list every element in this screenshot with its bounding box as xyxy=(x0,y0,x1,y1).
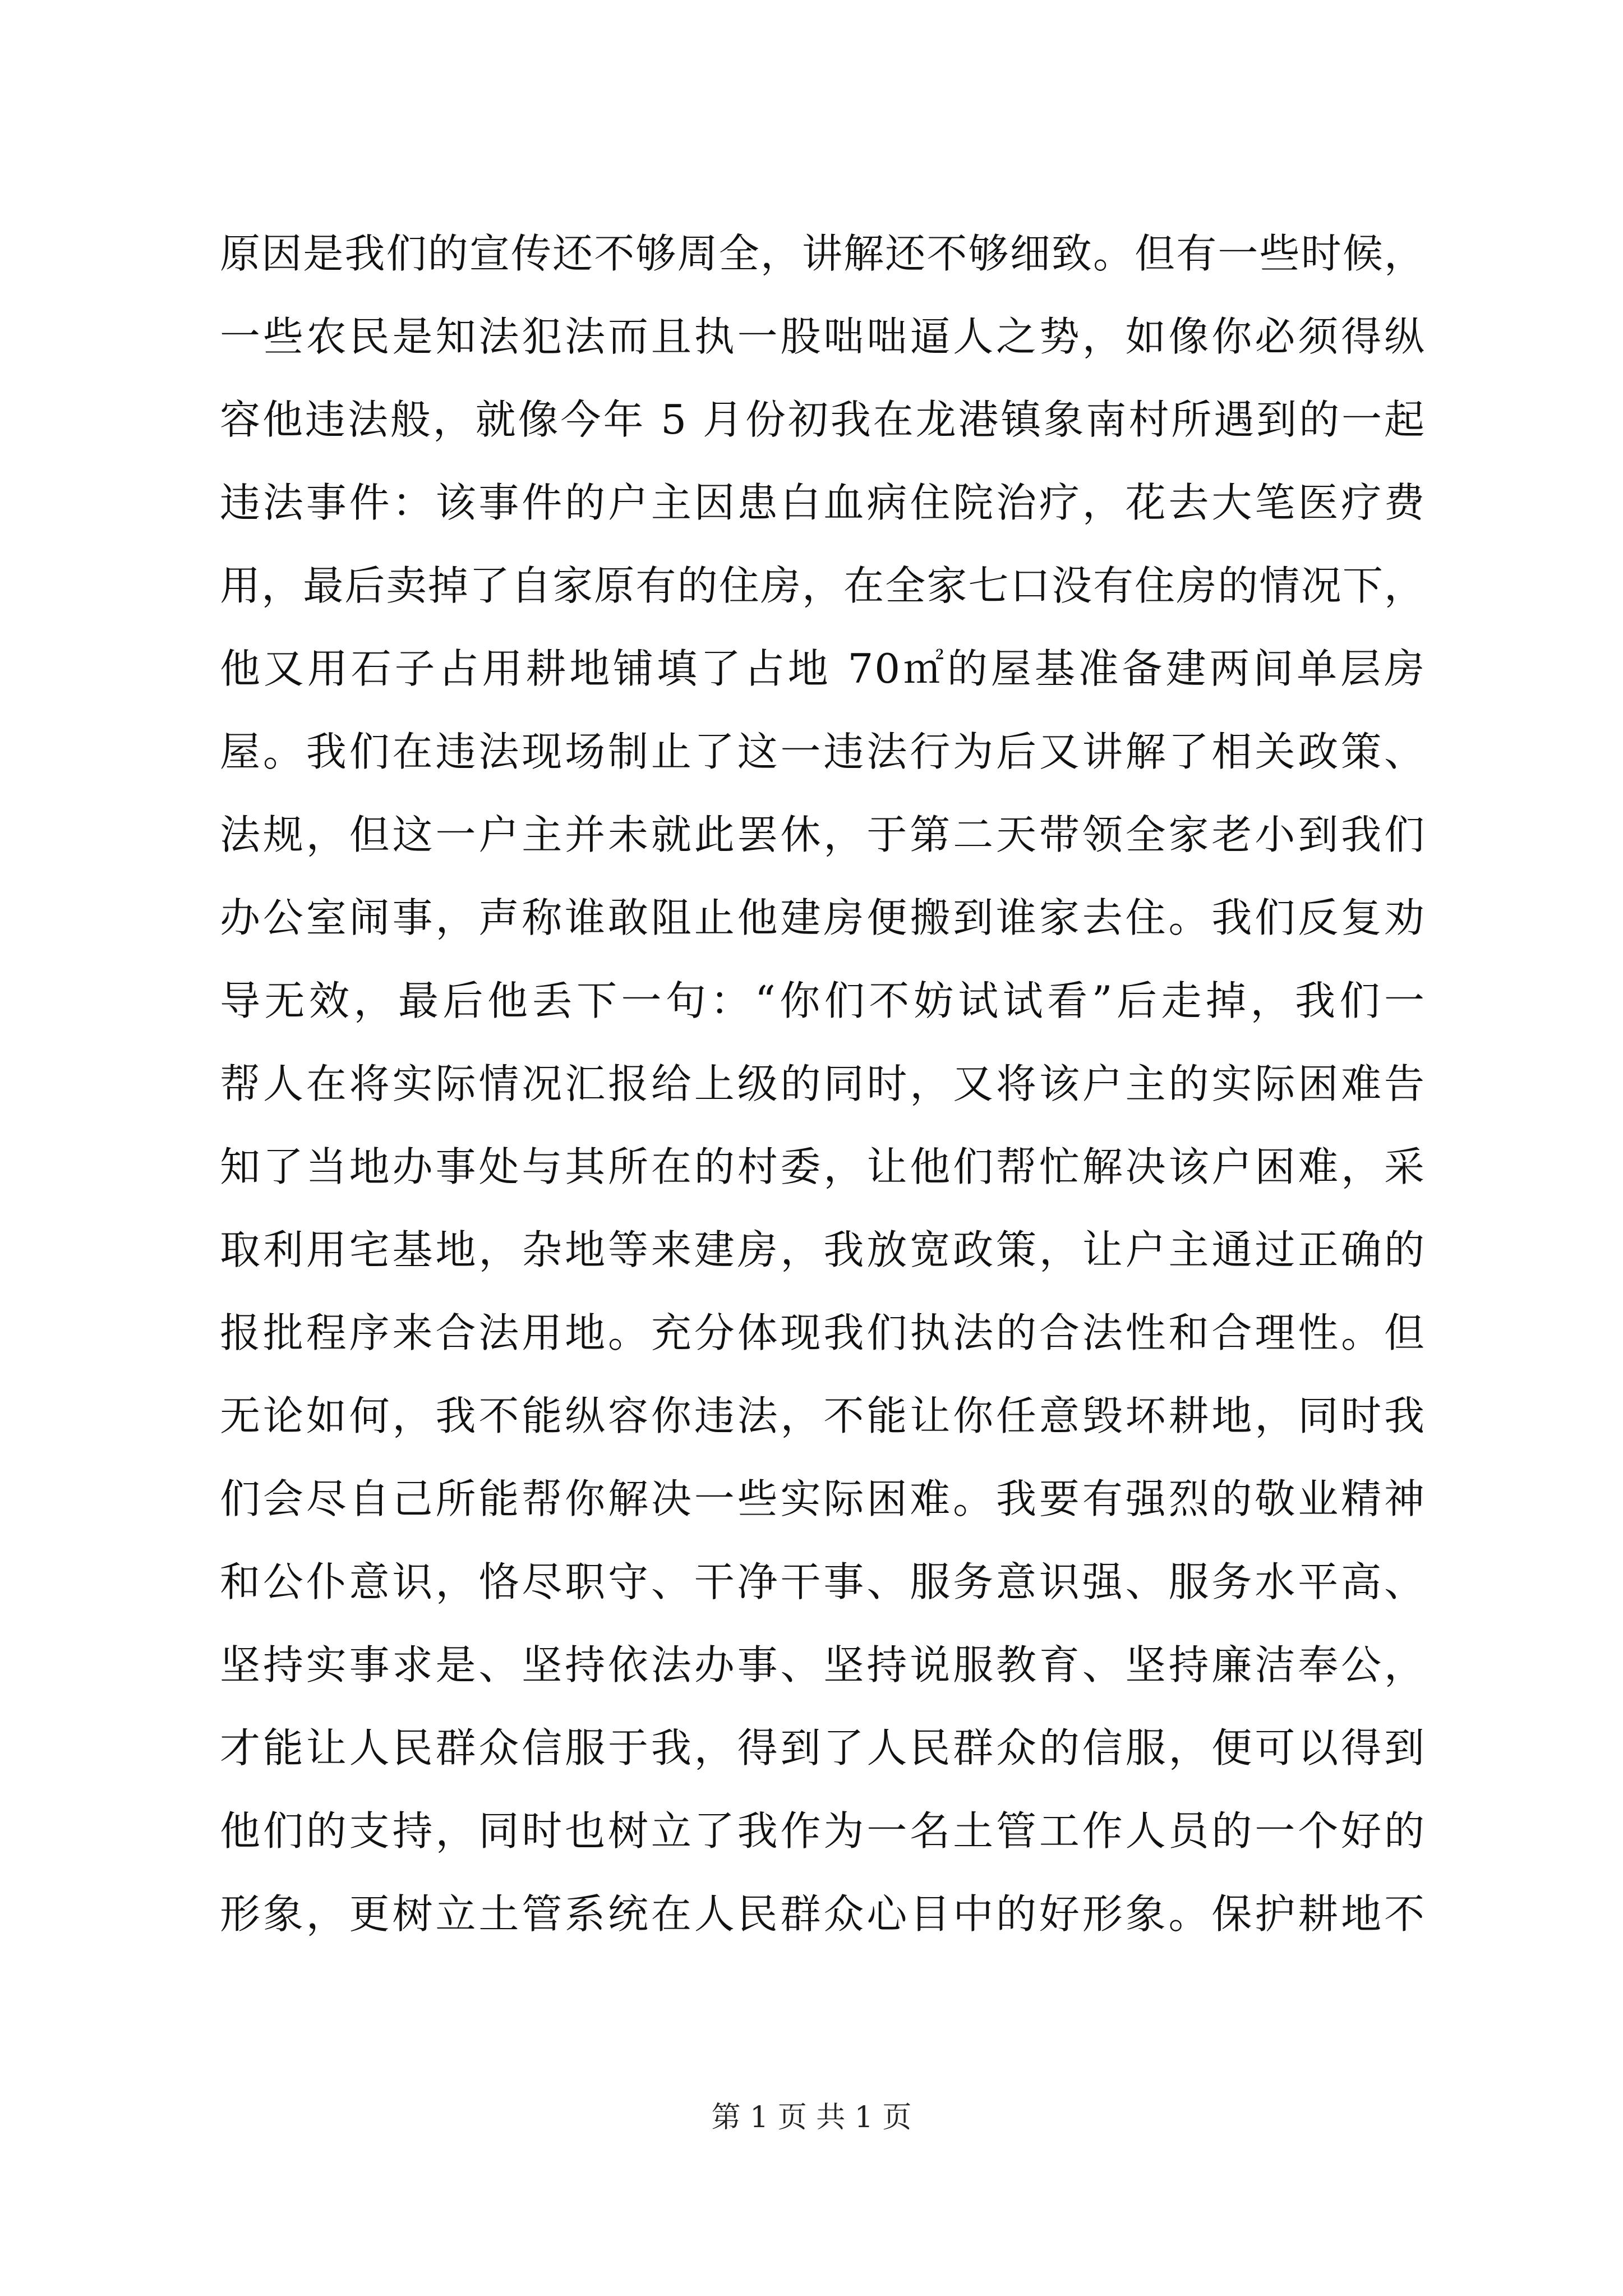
text-line: 他们的支持，同时也树立了我作为一名土管工作人员的一个好的 xyxy=(220,1807,1426,1855)
text-line: 他又用石子占用耕地铺填了占地 70㎡的屋基准备建两间单层房 xyxy=(220,645,1426,692)
text-line: 形象，更树立土管系统在人民群众心目中的好形象。保护耕地不 xyxy=(220,1890,1426,1938)
text-line: 取利用宅基地，杂地等来建房，我放宽政策，让户主通过正确的 xyxy=(220,1226,1426,1273)
text-line: 帮人在将实际情况汇报给上级的同时，又将该户主的实际困难告 xyxy=(220,1060,1426,1107)
text-line: 和公仆意识，恪尽职守、干净干事、服务意识强、服务水平高、 xyxy=(220,1558,1426,1605)
text-line: 用，最后卖掉了自家原有的住房，在全家七口没有住房的情况下， xyxy=(220,562,1426,609)
page-footer xyxy=(0,2098,1623,2137)
text-line: 容他违法般，就像今年 5 月份初我在龙港镇象南村所遇到的一起 xyxy=(220,396,1426,443)
text-line: 才能让人民群众信服于我，得到了人民群众的信服，便可以得到 xyxy=(220,1724,1426,1772)
body-text xyxy=(220,212,1426,1955)
text-line: 违法事件：该事件的户主因患白血病住院治疗，花去大笔医疗费 xyxy=(220,479,1426,526)
text-line: 知了当地办事处与其所在的村委，让他们帮忙解决该户困难，采 xyxy=(220,1143,1426,1190)
text-line: 坚持实事求是、坚持依法办事、坚持说服教育、坚持廉洁奉公， xyxy=(220,1641,1426,1688)
text-line: 们会尽自己所能帮你解决一些实际困难。我要有强烈的敬业精神 xyxy=(220,1475,1426,1522)
text-line: 导无效，最后他丢下一句：“你们不妨试试看”后走掉，我们一 xyxy=(220,977,1426,1024)
text-line: 原因是我们的宣传还不够周全，讲解还不够细致。但有一些时候， xyxy=(220,230,1426,277)
text-line: 屋。我们在违法现场制止了这一违法行为后又讲解了相关政策、 xyxy=(220,728,1426,775)
text-line: 办公室闹事，声称谁敢阻止他建房便搬到谁家去住。我们反复劝 xyxy=(220,894,1426,941)
text-line: 报批程序来合法用地。充分体现我们执法的合法性和合理性。但 xyxy=(220,1309,1426,1356)
page-number-label: 第 1 页 共 1 页 xyxy=(711,2101,912,2134)
text-line: 一些农民是知法犯法而且执一股咄咄逼人之势，如像你必须得纵 xyxy=(220,313,1426,360)
text-line: 无论如何，我不能纵容你违法，不能让你任意毁坏耕地，同时我 xyxy=(220,1392,1426,1439)
text-line: 法规，但这一户主并未就此罢休，于第二天带领全家老小到我们 xyxy=(220,811,1426,858)
